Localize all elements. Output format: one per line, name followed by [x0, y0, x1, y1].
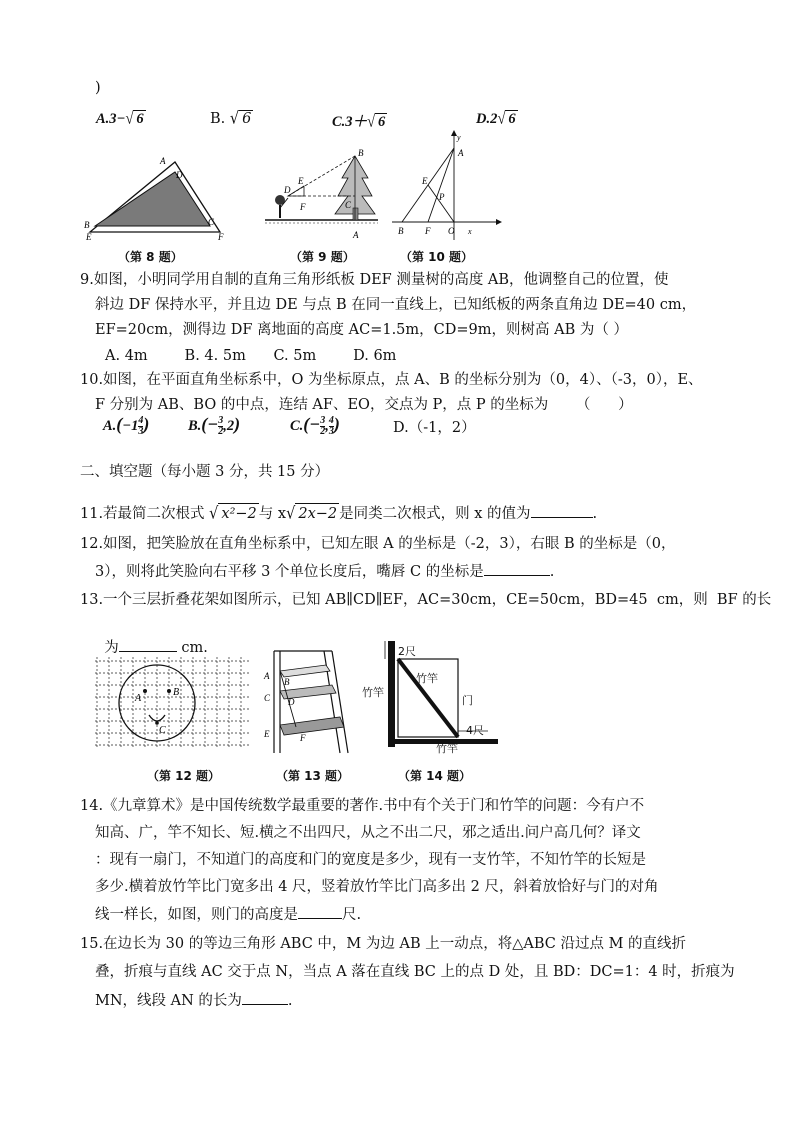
svg-text:A: A: [353, 230, 359, 240]
svg-text:C: C: [345, 200, 352, 210]
q13-answer-blank[interactable]: [119, 637, 177, 652]
svg-text:C: C: [159, 725, 166, 736]
svg-text:C: C: [264, 693, 271, 703]
svg-text:A: A: [458, 148, 464, 158]
svg-text:A: A: [160, 156, 166, 166]
svg-text:F: F: [425, 226, 431, 236]
svg-text:F: F: [300, 202, 306, 212]
q10-option-c: C.(− $\frac{3}{2}$ , $\frac{4}{3}$ ): [290, 414, 340, 438]
figure-14-caption: （第 14 题）: [398, 769, 472, 783]
figure-13-flower-stand: [262, 643, 352, 755]
fig14-label-4chi: 4尺: [466, 724, 484, 737]
q9-line-1: 9.如图，小明同学用自制的直角三角形纸板 DEF 测量树的高度 AB，他调整自己的位置，使: [80, 272, 669, 288]
svg-text:A: A: [264, 671, 270, 681]
figure-10-coordinate: [392, 128, 502, 240]
q14-answer-blank[interactable]: [298, 904, 342, 919]
q10-line-1: 10.如图，在平面直角坐标系中，O 为坐标原点，点 A、B 的坐标分别为（0，4）、（-3，0），E、: [80, 372, 703, 388]
figure-12-smiley-grid: [95, 657, 249, 749]
q9-line-3: EF=20cm，测得边 DF 离地面的高度 AC=1.5m，CD=9m，则树高 AB 为（ ）: [95, 322, 628, 338]
figure-13-caption: （第 13 题）: [276, 769, 350, 783]
svg-text:B: B: [398, 226, 404, 236]
svg-text:E: E: [86, 232, 92, 242]
q10-option-a: A.(−1 $\frac{4}{3}$ ): [103, 414, 150, 438]
svg-text:B: B: [173, 687, 180, 698]
svg-text:x: x: [468, 227, 472, 236]
q8-option-c: C.3＋√ 6: [332, 112, 386, 132]
q13-line-2: 为 cm.: [95, 617, 208, 658]
q14-line-3: ：现有一扇门，不知道门的高度和门的宽度是多少，现有一支竹竿，不知竹竿的长短是: [95, 852, 646, 868]
svg-text:D: D: [288, 697, 295, 707]
q14-line-1: 14.《九章算术》是中国传统数学最重要的著作.书中有个关于门和竹竿的问题：今有户不: [80, 798, 645, 814]
figure-8-triangles: [80, 152, 230, 242]
svg-text:C: C: [208, 217, 215, 227]
q11-answer-blank[interactable]: [531, 503, 593, 518]
svg-text:F: F: [218, 232, 224, 242]
q11: 11.若最简二次根式 √ x²−2 与 x√ 2x−2 是同类二次根式，则 x 的值为 .: [80, 504, 598, 524]
q13-line-1: 13.一个三层折叠花架如图所示，已知 AB∥CD∥EF，AC=30cm，CE=50cm，BD=45 cm，则 BF 的长: [80, 592, 772, 608]
figure-9-tree-measure: [260, 148, 380, 240]
section-2-heading: 二、填空题（每小题 3 分，共 15 分）: [80, 464, 330, 480]
svg-text:O: O: [448, 226, 455, 236]
svg-text:F: F: [300, 733, 306, 743]
q9-line-2: 斜边 DF 保持水平，并且边 DE 与点 B 在同一直线上，已知纸板的两条直角边 DE=40 cm，: [95, 297, 697, 313]
q10-option-d: D.（-1，2）: [393, 420, 476, 436]
svg-text:D: D: [176, 170, 183, 180]
svg-text:B: B: [84, 220, 90, 230]
svg-text:D: D: [284, 185, 291, 195]
figure-8-caption: （第 8 题）: [118, 250, 183, 264]
q12-line-2: 3），则将此笑脸向右平移 3 个单位长度后，嘴唇 C 的坐标是 .: [95, 561, 554, 582]
continued-paren: ): [95, 80, 101, 96]
q8-option-a: A.3−√ 6: [96, 109, 144, 129]
figure-9-caption: （第 9 题）: [290, 250, 355, 264]
q10-line-2: F 分别为 AB、BO 的中点，连结 AF、EO，交点为 P，点 P 的坐标为 （ ）: [95, 397, 633, 413]
q14-line-5: 线一样长，如图，则门的高度是 尺.: [95, 904, 361, 925]
fig14-label-bamboo-vertical: 竹竿: [362, 686, 384, 699]
q12-line-1: 12.如图，把笑脸放在直角坐标系中，已知左眼 A 的坐标是（-2，3），右眼 B 的坐标是（0，: [80, 536, 676, 552]
q15-line-3: MN，线段 AN 的长为 .: [95, 990, 293, 1011]
svg-text:E: E: [422, 176, 428, 186]
fig14-label-bamboo-diagonal: 竹竿: [416, 672, 438, 685]
q8-option-d: D.2√ 6: [476, 109, 516, 129]
svg-text:A: A: [135, 693, 142, 704]
q12-answer-blank[interactable]: [484, 561, 550, 576]
figure-10-caption: （第 10 题）: [400, 250, 474, 264]
q14-line-2: 知高、广，竿不知长、短.横之不出四尺，从之不出二尺，邪之适出.问户高几何？译文: [95, 825, 641, 841]
svg-text:E: E: [264, 729, 270, 739]
q15-line-2: 叠，折痕与直线 AC 交于点 N，当点 A 落在直线 BC 上的点 D 处，且 BD：DC=1：4 时，折痕为: [95, 964, 735, 980]
svg-text:B: B: [358, 148, 364, 158]
q9-options: A. 4m B. 4. 5m C. 5m D. 6m: [105, 348, 397, 364]
figure-12-caption: （第 12 题）: [147, 769, 221, 783]
q15-answer-blank[interactable]: [242, 990, 288, 1005]
fig14-label-bamboo-horizontal: 竹竿: [436, 742, 458, 755]
fig14-label-2chi: 2尺: [398, 645, 416, 658]
svg-text:B: B: [284, 677, 290, 687]
q14-line-4: 多少.横着放竹竿比门宽多出 4 尺，竖着放竹竿比门高多出 2 尺，斜着放恰好与门的对角: [95, 879, 659, 895]
svg-text:y: y: [457, 133, 461, 142]
q10-option-b: B.(− $\frac{3}{2}$ ,2): [188, 414, 241, 438]
fig14-label-door: 门: [462, 694, 473, 707]
svg-text:E: E: [298, 176, 304, 186]
svg-text:P: P: [439, 192, 445, 202]
q8-option-b: B. √ 6: [210, 109, 252, 129]
q15-line-1: 15.在边长为 30 的等边三角形 ABC 中，M 为边 AB 上一动点，将△ABC 沿过点 M 的直线折: [80, 936, 687, 952]
